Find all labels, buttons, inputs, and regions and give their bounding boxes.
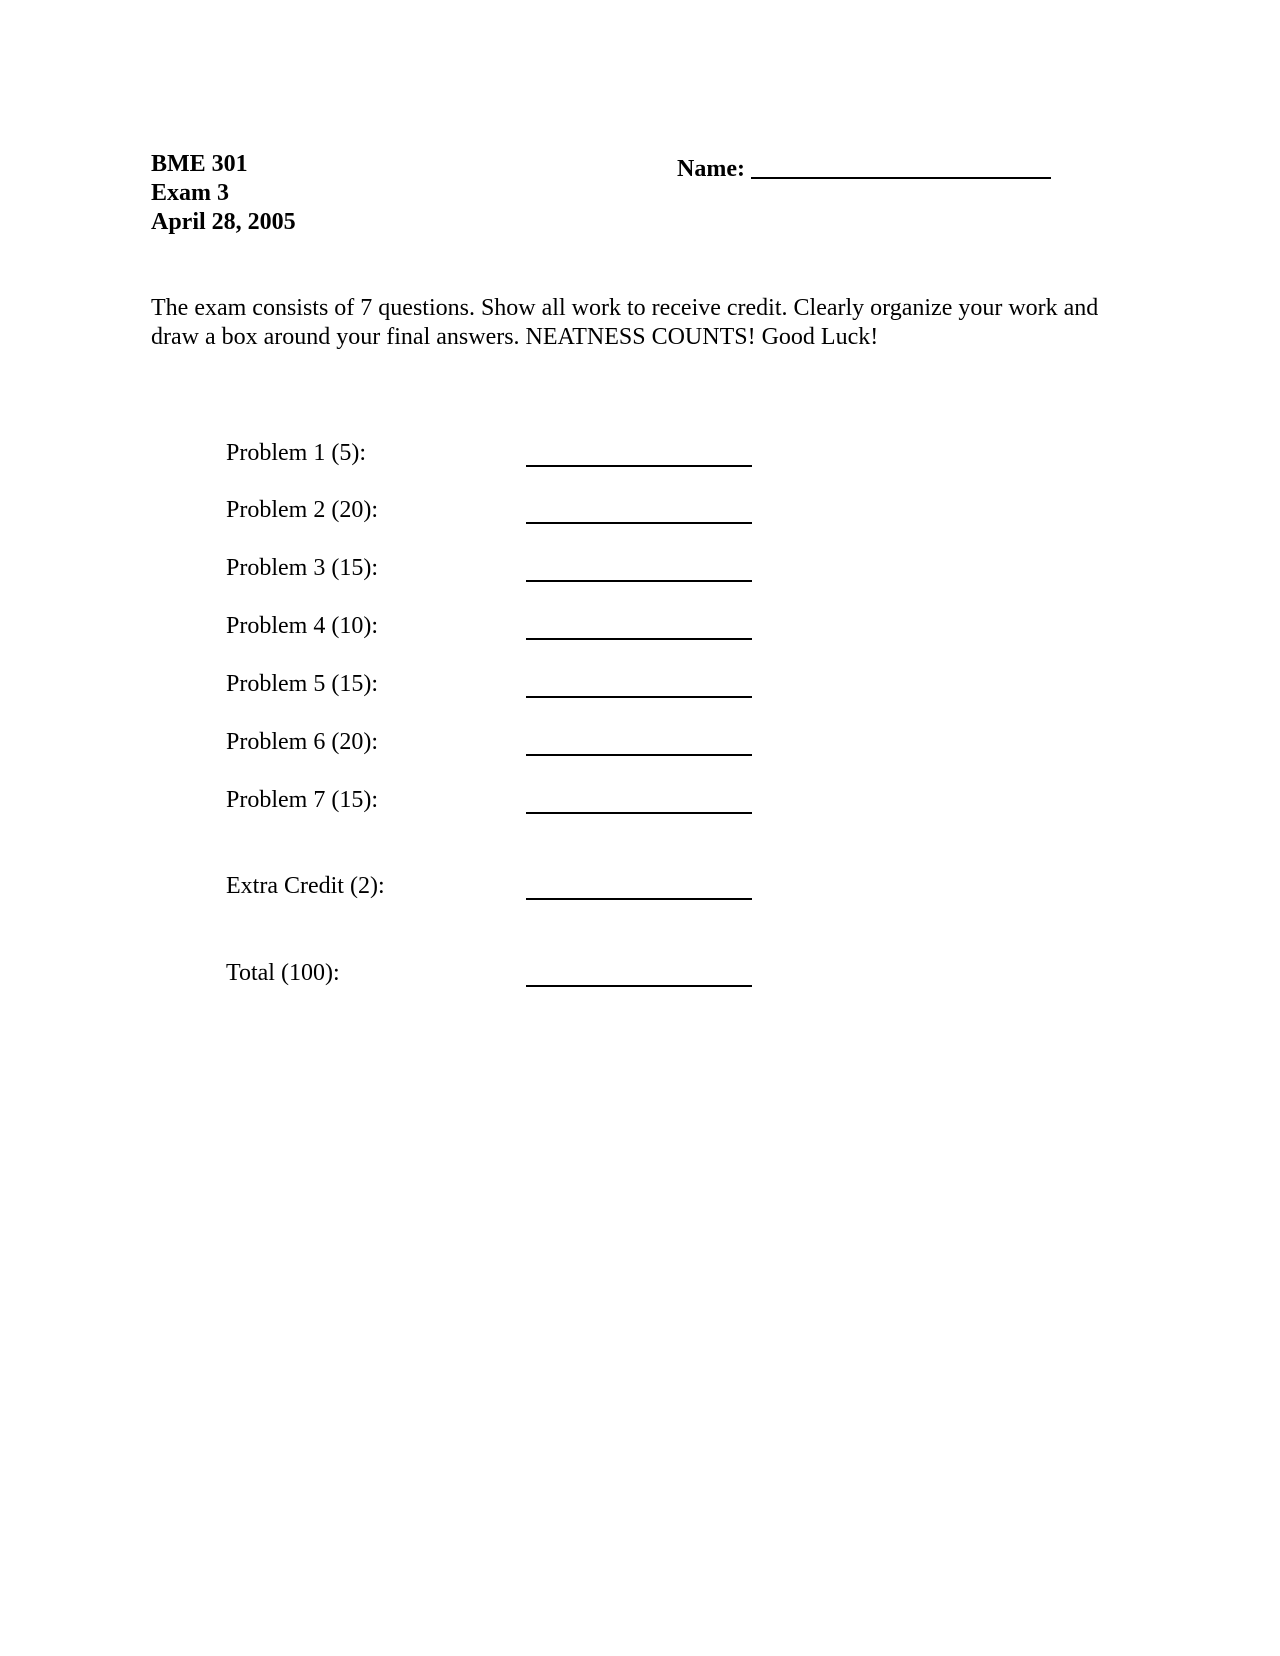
- score-blank: [526, 638, 752, 640]
- score-label: Problem 4 (10):: [226, 613, 378, 639]
- score-table: [226, 0, 786, 1656]
- score-blank: [526, 754, 752, 756]
- instructions-paragraph: The exam consists of 7 questions. Show all work to receive credit. Clearly organize your work and draw a box around your final answers. NEATNESS COUNTS! Good Luck!: [151, 295, 1099, 350]
- name-blank: [751, 153, 1051, 179]
- course-title: BME 301: [151, 151, 248, 177]
- score-blank: [526, 812, 752, 814]
- score-blank: [526, 522, 752, 524]
- score-label: Extra Credit (2):: [226, 873, 385, 899]
- score-label: Problem 6 (20):: [226, 729, 378, 755]
- score-row-problem-3: [226, 553, 786, 583]
- score-label: Problem 1 (5):: [226, 440, 366, 466]
- score-row-problem-1: [226, 438, 786, 468]
- score-blank: [526, 465, 752, 467]
- score-row-total: [226, 958, 786, 988]
- exam-date: April 28, 2005: [151, 209, 296, 235]
- score-row-problem-2: [226, 495, 786, 525]
- score-label: Problem 2 (20):: [226, 497, 378, 523]
- name-label: Name:: [677, 156, 745, 182]
- score-row-extra-credit: [226, 871, 786, 901]
- score-row-problem-6: [226, 727, 786, 757]
- score-blank: [526, 898, 752, 900]
- score-label: Problem 5 (15):: [226, 671, 378, 697]
- score-blank: [526, 696, 752, 698]
- score-blank: [526, 985, 752, 987]
- score-blank: [526, 580, 752, 582]
- score-label: Problem 7 (15):: [226, 787, 378, 813]
- exam-number: Exam 3: [151, 180, 229, 206]
- score-row-problem-5: [226, 669, 786, 699]
- score-row-problem-4: [226, 611, 786, 641]
- score-row-problem-7: [226, 785, 786, 815]
- score-label: Problem 3 (15):: [226, 555, 378, 581]
- score-label: Total (100):: [226, 960, 340, 986]
